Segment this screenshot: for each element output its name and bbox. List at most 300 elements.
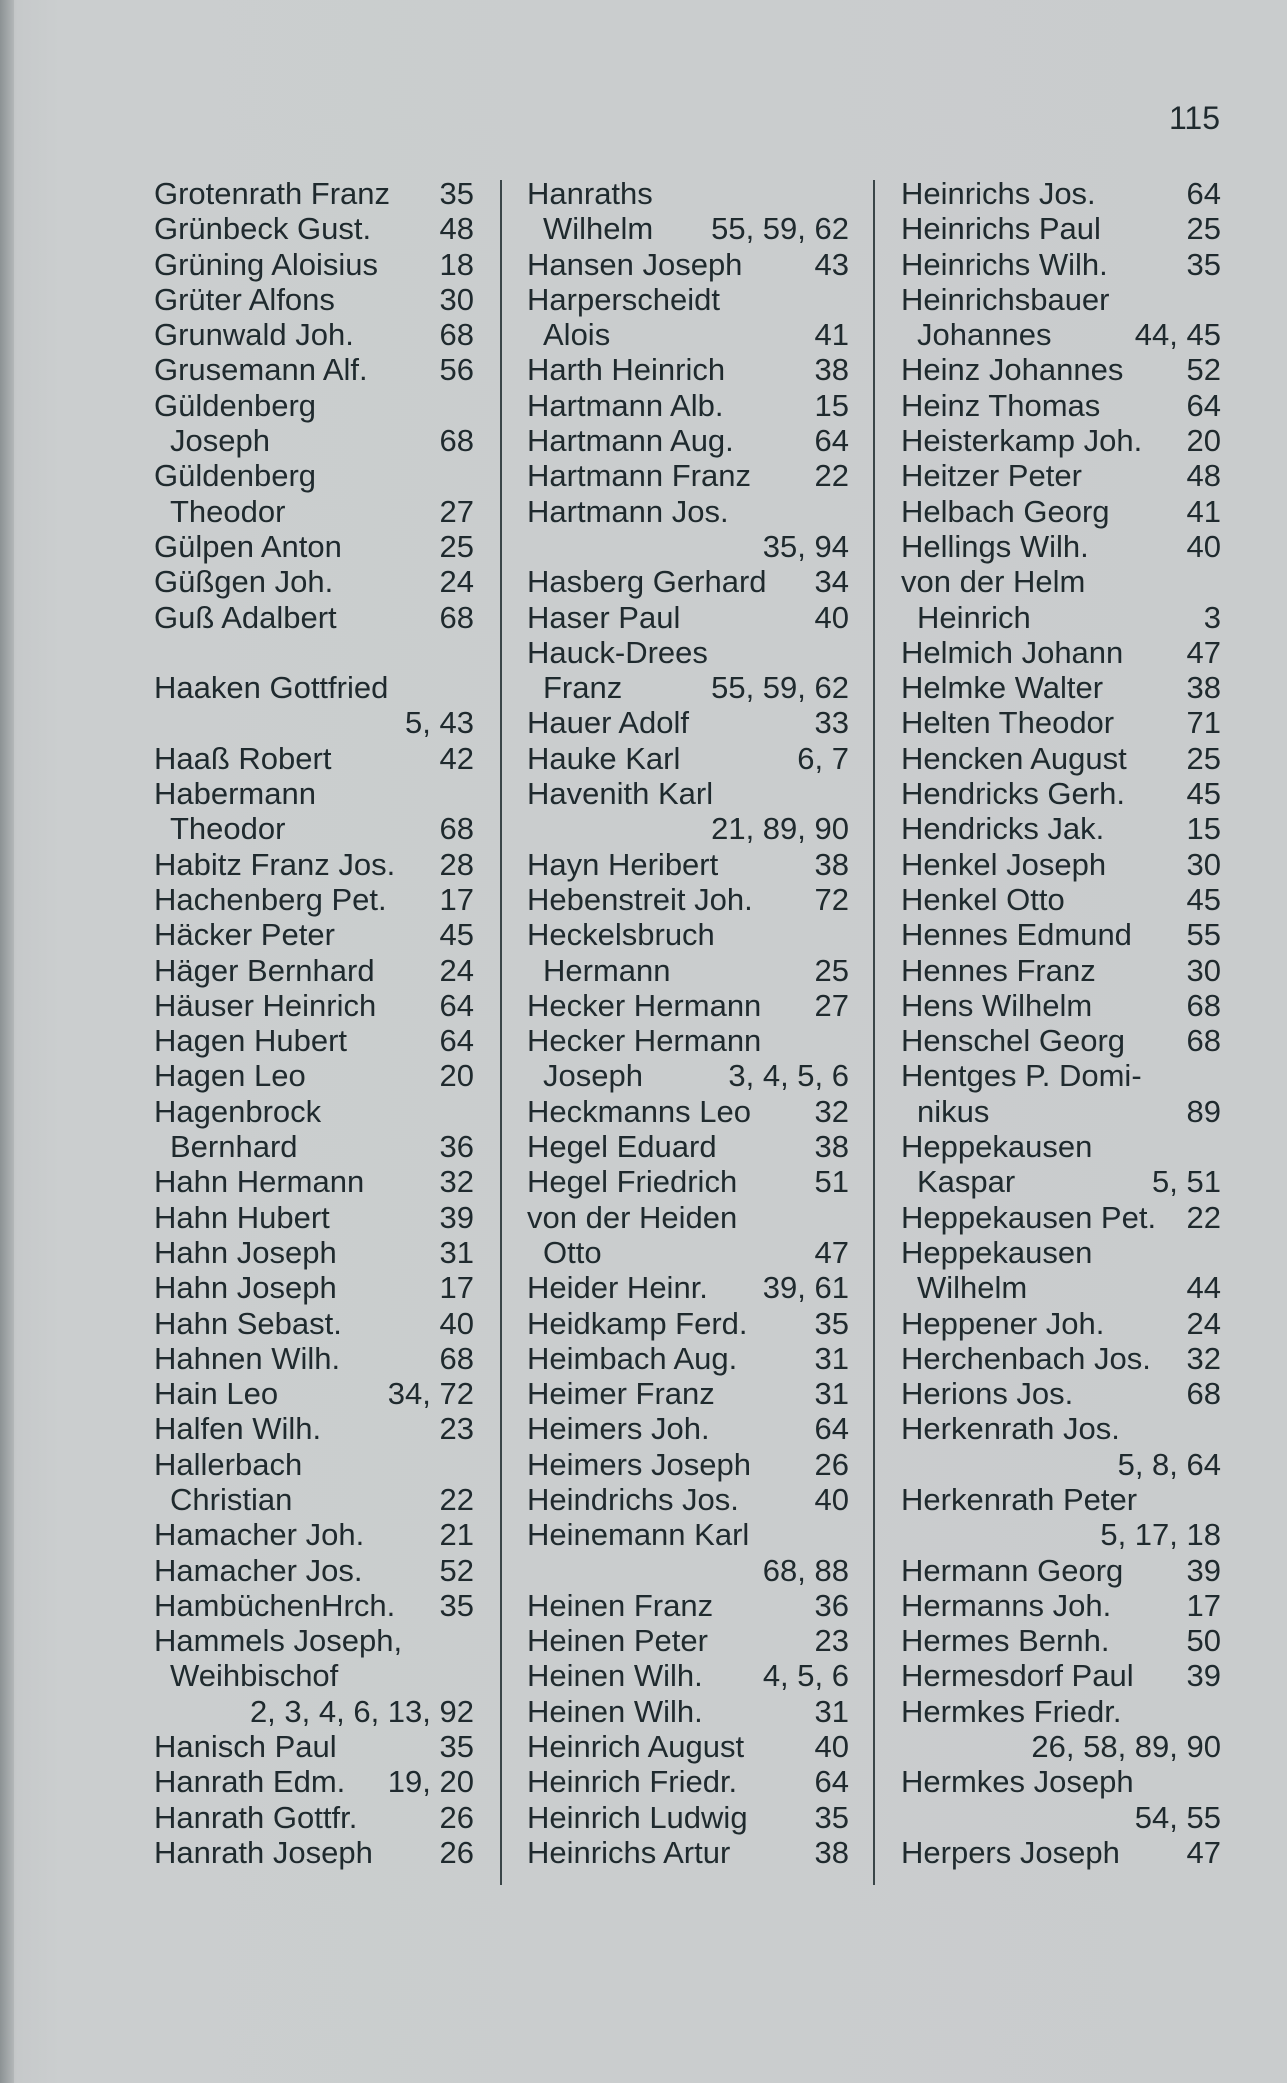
index-entry-pages: 38 xyxy=(814,352,849,388)
index-entry-pages: 44, 45 xyxy=(1134,317,1221,353)
index-entry-pages: 4, 5, 6 xyxy=(762,1658,849,1694)
index-entry xyxy=(901,247,1221,282)
index-entry-name: Hennes Franz xyxy=(901,952,1096,988)
index-entry-name: Güßgen Joh. xyxy=(154,564,334,600)
index-entry xyxy=(527,1447,849,1482)
index-entry xyxy=(901,776,1221,811)
index-entry xyxy=(527,423,849,458)
index-entry xyxy=(527,988,849,1023)
index-entry-name: Heinen Franz xyxy=(527,1587,714,1623)
index-entry xyxy=(154,458,474,493)
index-entry-pages: 31 xyxy=(814,1340,849,1376)
index-entry xyxy=(901,988,1221,1023)
index-entry-name: Herions Jos. xyxy=(901,1376,1074,1412)
index-entry-continuation xyxy=(901,1800,1221,1835)
index-entry xyxy=(527,741,849,776)
index-entry-pages: 41 xyxy=(814,317,849,353)
index-entry xyxy=(154,1517,474,1552)
index-entry xyxy=(154,1588,474,1623)
index-entry-name: Wilhelm xyxy=(917,1270,1028,1306)
index-entry xyxy=(154,811,474,846)
index-spacer xyxy=(154,635,474,670)
index-entry-pages: 55, 59, 62 xyxy=(711,670,849,706)
index-entry-pages: 30 xyxy=(439,281,474,317)
index-entry-pages: 48 xyxy=(1186,458,1221,494)
index-entry xyxy=(901,1623,1221,1658)
index-entry xyxy=(154,1553,474,1588)
index-entry-pages: 64 xyxy=(1186,176,1221,211)
index-entry-name: Heinemann Karl xyxy=(527,1517,750,1553)
index-entry-name: Haaß Robert xyxy=(154,740,332,776)
index-entry xyxy=(527,1729,849,1764)
index-entry-pages: 56 xyxy=(439,352,474,388)
index-entry xyxy=(527,882,849,917)
index-entry xyxy=(527,1235,849,1270)
index-entry-name: Hahnen Wilh. xyxy=(154,1340,341,1376)
index-entry-name: Grusemann Alf. xyxy=(154,352,368,388)
index-column-1 xyxy=(154,176,474,1870)
index-entry-name: Hamacher Joh. xyxy=(154,1517,365,1553)
index-entry-name: Hartmann Aug. xyxy=(527,423,734,459)
index-entry-continuation xyxy=(901,1447,1221,1482)
index-entry xyxy=(154,600,474,635)
index-entry-pages: 68 xyxy=(1186,1023,1221,1059)
index-entry-name: Heinrichs Paul xyxy=(901,211,1101,247)
index-entry-pages: 20 xyxy=(439,1058,474,1094)
index-entry-pages: 35, 94 xyxy=(762,528,849,564)
index-entry-pages: 38 xyxy=(814,1129,849,1165)
index-entry-pages: 21 xyxy=(439,1517,474,1553)
index-entry xyxy=(154,282,474,317)
index-entry xyxy=(154,1270,474,1305)
index-entry-pages: 72 xyxy=(814,881,849,917)
index-entry-pages: 64 xyxy=(814,1764,849,1800)
index-entry xyxy=(527,211,849,246)
index-entry-name: Gülpen Anton xyxy=(154,528,342,564)
index-entry xyxy=(527,1588,849,1623)
index-entry xyxy=(154,1800,474,1835)
index-entry-name: Heppekausen xyxy=(901,1129,1093,1165)
index-entry-pages: 43 xyxy=(814,246,849,282)
index-entry xyxy=(901,1482,1221,1517)
index-entry xyxy=(901,1235,1221,1270)
index-entry-name: Joseph xyxy=(170,423,270,459)
index-entry-pages: 32 xyxy=(1186,1340,1221,1376)
index-entry-name: Harperscheidt xyxy=(527,281,720,317)
index-entry xyxy=(527,600,849,635)
index-entry xyxy=(527,564,849,599)
index-entry-name: Hartmann Jos. xyxy=(527,493,729,529)
index-entry xyxy=(901,1376,1221,1411)
index-entry xyxy=(527,1411,849,1446)
index-entry-pages: 40 xyxy=(439,1305,474,1341)
index-entry-pages: 33 xyxy=(814,705,849,741)
index-entry-name: Grüter Alfons xyxy=(154,281,335,317)
index-entry xyxy=(154,494,474,529)
index-entry-pages: 21, 89, 90 xyxy=(711,811,849,847)
index-entry xyxy=(154,1658,474,1693)
index-entry-name: Heinrich August xyxy=(527,1729,745,1765)
index-entry xyxy=(527,1200,849,1235)
index-entry-name: Herkenrath Jos. xyxy=(901,1411,1120,1447)
index-entry-name: Weihbischof xyxy=(170,1658,339,1694)
index-entry xyxy=(527,776,849,811)
index-entry-pages: 64 xyxy=(814,1411,849,1447)
index-entry xyxy=(527,1129,849,1164)
index-entry-continuation xyxy=(527,811,849,846)
index-entry-pages: 39 xyxy=(1186,1658,1221,1694)
index-entry-pages: 26 xyxy=(439,1834,474,1870)
index-entry xyxy=(901,317,1221,352)
index-entry xyxy=(901,529,1221,564)
index-entry xyxy=(901,458,1221,493)
index-entry-name: Hagen Hubert xyxy=(154,1023,348,1059)
index-entry-name: Hauke Karl xyxy=(527,740,681,776)
index-entry-continuation xyxy=(527,529,849,564)
index-entry-name: Hansen Joseph xyxy=(527,246,743,282)
index-entry-pages: 71 xyxy=(1186,705,1221,741)
index-entry-name: Hebenstreit Joh. xyxy=(527,881,753,917)
index-entry xyxy=(154,564,474,599)
index-entry-continuation xyxy=(154,705,474,740)
index-entry-name: von der Heiden xyxy=(527,1199,738,1235)
index-entry-pages: 45 xyxy=(1186,776,1221,812)
index-entry-pages: 26, 58, 89, 90 xyxy=(1031,1729,1221,1765)
index-entry xyxy=(527,1482,849,1517)
index-entry xyxy=(154,1482,474,1517)
index-entry-name: Helten Theodor xyxy=(901,705,1115,741)
index-entry-name: Haaken Gottfried xyxy=(154,670,389,706)
index-entry xyxy=(527,1164,849,1199)
index-entry-name: Heider Heinr. xyxy=(527,1270,708,1306)
index-entry xyxy=(154,776,474,811)
index-entry xyxy=(901,1835,1221,1870)
index-entry-name: Hens Wilhelm xyxy=(901,987,1093,1023)
index-entry xyxy=(154,423,474,458)
index-entry xyxy=(154,1341,474,1376)
index-entry-name: Heimer Franz xyxy=(527,1376,715,1412)
index-entry-pages: 47 xyxy=(1186,1834,1221,1870)
index-entry-pages: 20 xyxy=(1186,423,1221,459)
index-entry-name: Hermkes Friedr. xyxy=(901,1693,1122,1729)
index-entry-name: Halfen Wilh. xyxy=(154,1411,322,1447)
index-entry xyxy=(154,882,474,917)
index-entry xyxy=(527,1694,849,1729)
index-entry-name: Hartmann Franz xyxy=(527,458,751,494)
index-entry-pages: 52 xyxy=(1186,352,1221,388)
index-entry xyxy=(527,1623,849,1658)
index-entry-pages: 35 xyxy=(439,1729,474,1765)
index-entry-pages: 34, 72 xyxy=(387,1376,474,1412)
index-entry-name: Heimers Joseph xyxy=(527,1446,751,1482)
index-entry-pages: 18 xyxy=(439,246,474,282)
index-entry-name: Hecker Hermann xyxy=(527,1023,762,1059)
index-entry-pages: 40 xyxy=(814,599,849,635)
index-entry-pages: 40 xyxy=(1186,528,1221,564)
index-entry xyxy=(901,1764,1221,1799)
index-entry xyxy=(901,1129,1221,1164)
index-entry-pages: 39 xyxy=(1186,1552,1221,1588)
index-entry-name: Hahn Hubert xyxy=(154,1199,330,1235)
index-entry xyxy=(154,917,474,952)
index-entry xyxy=(527,670,849,705)
index-entry xyxy=(154,1164,474,1199)
index-entry xyxy=(527,1023,849,1058)
index-entry-name: Hammels Joseph, xyxy=(154,1623,403,1659)
index-entry-name: Hamacher Jos. xyxy=(154,1552,363,1588)
index-entry xyxy=(527,247,849,282)
index-entry xyxy=(901,1164,1221,1199)
index-entry-name: Heinz Johannes xyxy=(901,352,1124,388)
index-entry xyxy=(901,176,1221,211)
index-entry-name: Grotenrath Franz xyxy=(154,176,391,211)
index-entry-name: Häcker Peter xyxy=(154,917,335,953)
index-entry-name: Helmich Johann xyxy=(901,634,1124,670)
index-entry-pages: 54, 55 xyxy=(1134,1799,1221,1835)
index-entry-pages: 40 xyxy=(814,1729,849,1765)
index-entry-pages: 31 xyxy=(814,1376,849,1412)
index-entry-continuation xyxy=(901,1517,1221,1552)
index-entry-name: Hermanns Joh. xyxy=(901,1587,1112,1623)
index-entry xyxy=(527,1376,849,1411)
index-entry-pages: 17 xyxy=(1186,1587,1221,1623)
index-entry xyxy=(527,1800,849,1835)
index-entry-name: Grunwald Joh. xyxy=(154,317,354,353)
index-entry xyxy=(154,1094,474,1129)
index-entry xyxy=(154,1411,474,1446)
index-entry-name: Christian xyxy=(170,1481,293,1517)
index-entry-name: Joseph xyxy=(543,1058,643,1094)
index-entry-name: Heimers Joh. xyxy=(527,1411,710,1447)
index-entry xyxy=(901,564,1221,599)
index-entry-name: Hasberg Gerhard xyxy=(527,564,767,600)
index-entry-pages: 35 xyxy=(814,1305,849,1341)
index-entry-pages: 68 xyxy=(439,1340,474,1376)
index-entry xyxy=(154,529,474,564)
index-entry-name: Helmke Walter xyxy=(901,670,1104,706)
index-entry-pages: 17 xyxy=(439,881,474,917)
index-entry-pages: 68 xyxy=(1186,1376,1221,1412)
index-entry-name: Heinen Wilh. xyxy=(527,1658,703,1694)
index-entry-pages: 42 xyxy=(439,740,474,776)
index-entry-name: Hanrath Joseph xyxy=(154,1834,373,1870)
index-entry xyxy=(154,1129,474,1164)
index-entry-continuation xyxy=(901,1729,1221,1764)
index-entry xyxy=(527,458,849,493)
index-entry xyxy=(901,388,1221,423)
index-entry xyxy=(154,1835,474,1870)
index-entry-pages: 31 xyxy=(439,1234,474,1270)
index-entry xyxy=(527,494,849,529)
index-entry-name: Herchenbach Jos. xyxy=(901,1340,1151,1376)
index-entry-pages: 30 xyxy=(1186,952,1221,988)
index-entry-name: Heinz Thomas xyxy=(901,387,1101,423)
index-entry-pages: 47 xyxy=(1186,634,1221,670)
index-entry-pages: 38 xyxy=(1186,670,1221,706)
index-entry-name: Habermann xyxy=(154,776,316,812)
index-entry-pages: 35 xyxy=(439,176,474,211)
index-entry-pages: 68 xyxy=(439,599,474,635)
index-entry xyxy=(527,705,849,740)
index-entry xyxy=(901,1341,1221,1376)
index-entry xyxy=(154,1764,474,1799)
index-entry xyxy=(901,352,1221,387)
index-entry-name: Hermkes Joseph xyxy=(901,1764,1134,1800)
index-entry-name: Heinrich Ludwig xyxy=(527,1799,748,1835)
index-entry xyxy=(527,847,849,882)
index-entry xyxy=(154,847,474,882)
index-entry xyxy=(154,953,474,988)
index-entry xyxy=(901,494,1221,529)
index-entry-pages: 25 xyxy=(439,528,474,564)
index-entry-pages: 40 xyxy=(814,1481,849,1517)
index-entry-name: Otto xyxy=(543,1234,602,1270)
index-entry-pages: 27 xyxy=(439,493,474,529)
index-entry-pages: 68, 88 xyxy=(762,1552,849,1588)
index-entry-name: Hecker Hermann xyxy=(527,987,762,1023)
index-entry-name: Hermesdorf Paul xyxy=(901,1658,1134,1694)
index-entry-name: Heindrichs Jos. xyxy=(527,1481,739,1517)
index-entry-pages: 64 xyxy=(814,423,849,459)
index-entry xyxy=(527,1835,849,1870)
index-entry-pages: 23 xyxy=(814,1623,849,1659)
index-entry-pages: 64 xyxy=(1186,387,1221,423)
index-entry-pages: 51 xyxy=(814,1164,849,1200)
index-entry-name: Henkel Otto xyxy=(901,881,1065,917)
index-entry-name: Havenith Karl xyxy=(527,776,714,812)
index-entry xyxy=(154,211,474,246)
index-entry-name: Heinrichsbauer xyxy=(901,281,1110,317)
index-entry xyxy=(154,176,474,211)
index-entry xyxy=(154,670,474,705)
index-entry xyxy=(901,1023,1221,1058)
index-entry-name: Hanrath Gottfr. xyxy=(154,1799,358,1835)
index-entry-pages: 68 xyxy=(1186,987,1221,1023)
index-entry-pages: 89 xyxy=(1186,1093,1221,1129)
index-entry xyxy=(154,1235,474,1270)
index-entry-name: Häuser Heinrich xyxy=(154,987,377,1023)
index-entry-pages: 24 xyxy=(439,952,474,988)
index-entry-name: Henkel Joseph xyxy=(901,846,1107,882)
index-entry xyxy=(901,423,1221,458)
index-entry xyxy=(154,1447,474,1482)
index-entry-name: Hermes Bernh. xyxy=(901,1623,1110,1659)
index-entry xyxy=(901,635,1221,670)
index-entry xyxy=(527,635,849,670)
index-column-3 xyxy=(901,176,1221,1870)
index-entry xyxy=(527,176,849,211)
index-entry-name: Hagen Leo xyxy=(154,1058,306,1094)
page-spine-shadow xyxy=(0,0,14,2083)
index-entry-name: Hegel Eduard xyxy=(527,1129,717,1165)
index-entry-pages: 35 xyxy=(814,1799,849,1835)
index-entry-name: Heitzer Peter xyxy=(901,458,1082,494)
index-entry-name: Herpers Joseph xyxy=(901,1834,1120,1870)
index-entry-name: Heinrichs Wilh. xyxy=(901,246,1108,282)
index-entry-name: Hahn Joseph xyxy=(154,1270,337,1306)
index-entry-pages: 27 xyxy=(814,987,849,1023)
index-entry-name: Harth Heinrich xyxy=(527,352,726,388)
index-entry xyxy=(901,741,1221,776)
index-entry-name: Hellings Wilh. xyxy=(901,528,1089,564)
index-entry-name: Heisterkamp Joh. xyxy=(901,423,1143,459)
index-entry-continuation xyxy=(527,1553,849,1588)
index-entry-pages: 25 xyxy=(1186,211,1221,247)
index-entry xyxy=(901,1658,1221,1693)
index-entry-pages: 68 xyxy=(439,423,474,459)
index-entry-name: Guß Adalbert xyxy=(154,599,337,635)
index-entry xyxy=(154,1729,474,1764)
index-entry-pages: 30 xyxy=(1186,846,1221,882)
index-entry-pages: 28 xyxy=(439,846,474,882)
index-entry-pages: 47 xyxy=(814,1234,849,1270)
index-entry-name: Heinrichs Jos. xyxy=(901,176,1096,211)
index-entry xyxy=(527,953,849,988)
index-entry-pages: 22 xyxy=(814,458,849,494)
index-entry-pages: 39, 61 xyxy=(762,1270,849,1306)
index-entry xyxy=(154,1623,474,1658)
index-entry-pages: 25 xyxy=(814,952,849,988)
index-entry xyxy=(901,1270,1221,1305)
index-entry xyxy=(901,953,1221,988)
index-entry xyxy=(901,811,1221,846)
index-entry-name: Hayn Heribert xyxy=(527,846,719,882)
index-entry-name: Hanisch Paul xyxy=(154,1729,337,1765)
index-entry-name: Hennes Edmund xyxy=(901,917,1132,953)
index-entry-name: Hauer Adolf xyxy=(527,705,689,741)
index-entry-pages: 22 xyxy=(439,1481,474,1517)
index-entry xyxy=(527,1517,849,1552)
index-entry xyxy=(901,282,1221,317)
index-entry-pages: 68 xyxy=(439,317,474,353)
index-entry-name: Hendricks Jak. xyxy=(901,811,1105,847)
index-entry xyxy=(154,988,474,1023)
index-entry-name: Franz xyxy=(543,670,623,706)
index-entry-name: Häger Bernhard xyxy=(154,952,375,988)
index-entry-name: Hain Leo xyxy=(154,1376,279,1412)
index-column-2 xyxy=(527,176,849,1870)
index-entry-continuation xyxy=(154,1694,474,1729)
index-entry-name: Heppekausen xyxy=(901,1234,1093,1270)
index-entry-name: Heidkamp Ferd. xyxy=(527,1305,748,1341)
index-entry xyxy=(527,1306,849,1341)
index-entry xyxy=(154,317,474,352)
index-entry-pages: 5, 43 xyxy=(405,705,474,741)
index-entry-name: Wilhelm xyxy=(543,211,654,247)
index-entry-pages: 23 xyxy=(439,1411,474,1447)
index-entry-name: Hendricks Gerh. xyxy=(901,776,1125,812)
index-entry xyxy=(901,1058,1221,1093)
index-entry-name: Heinrichs Artur xyxy=(527,1834,731,1870)
index-entry-name: Hermann xyxy=(543,952,671,988)
index-entry-name: Heinen Wilh. xyxy=(527,1693,703,1729)
index-entry-name: Heinrich xyxy=(917,599,1031,635)
index-entry xyxy=(154,1306,474,1341)
index-entry xyxy=(154,352,474,387)
index-entry-name: Grünbeck Gust. xyxy=(154,211,372,247)
index-entry xyxy=(154,1058,474,1093)
index-entry-name: Hartmann Alb. xyxy=(527,387,724,423)
index-entry xyxy=(901,917,1221,952)
index-entry-name: Johannes xyxy=(917,317,1052,353)
index-entry-pages: 52 xyxy=(439,1552,474,1588)
index-entry xyxy=(527,282,849,317)
index-entry-pages: 19, 20 xyxy=(387,1764,474,1800)
index-entry-name: nikus xyxy=(917,1093,990,1129)
index-entry-pages: 35 xyxy=(1186,246,1221,282)
index-entry-name: Helbach Georg xyxy=(901,493,1110,529)
index-entry-name: Hegel Friedrich xyxy=(527,1164,738,1200)
